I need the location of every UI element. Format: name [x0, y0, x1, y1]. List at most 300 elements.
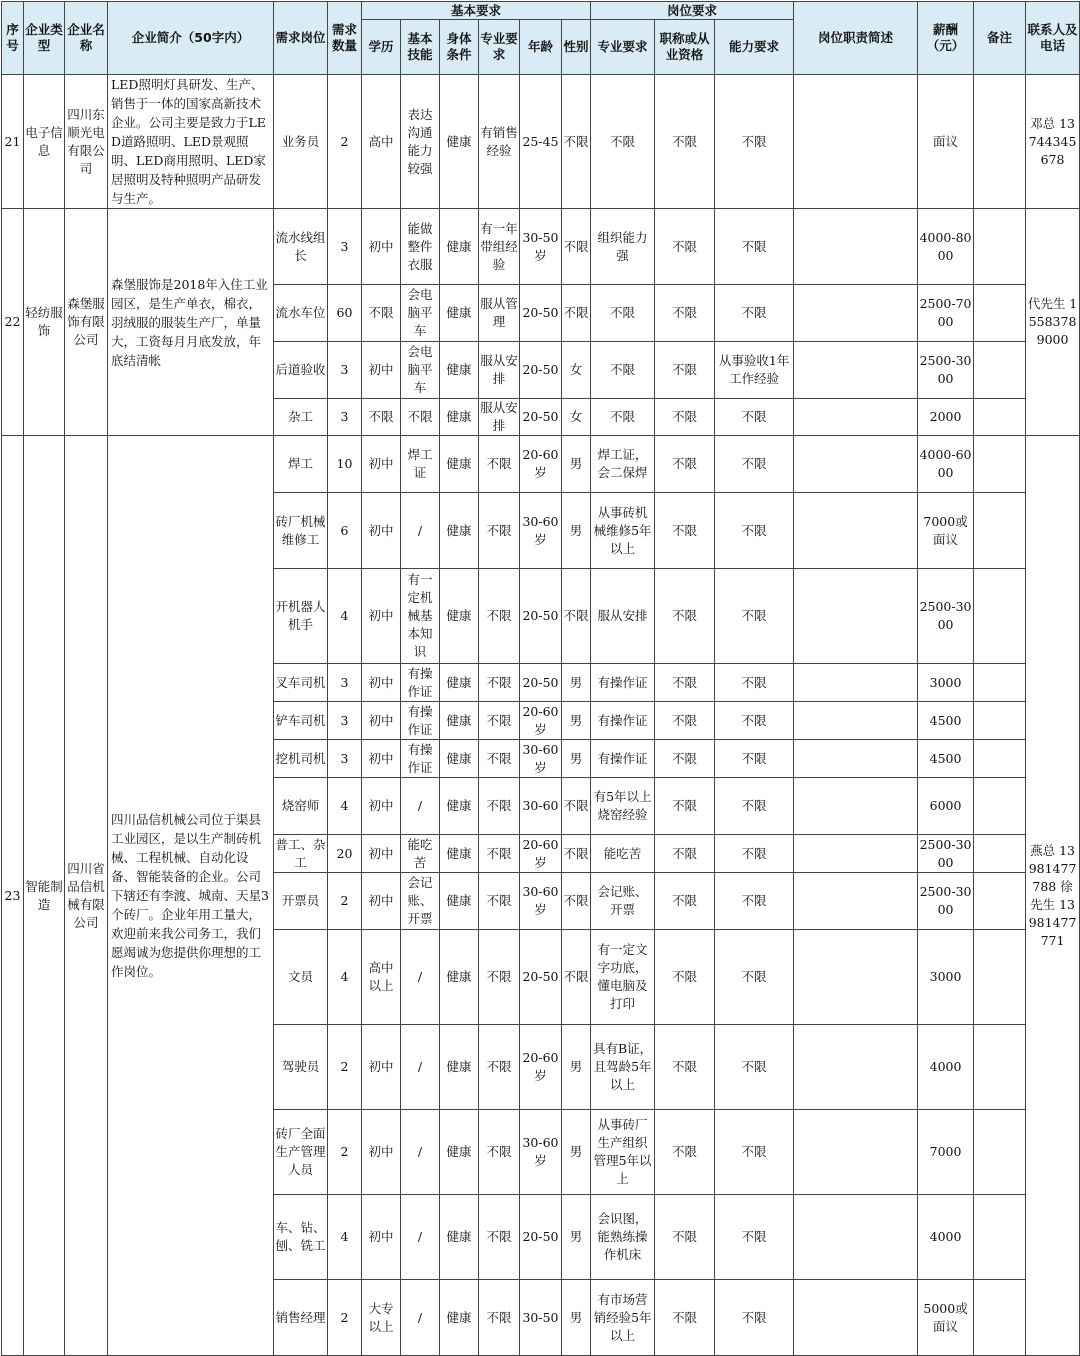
- job-age: 20-60岁: [520, 702, 562, 740]
- job-position: 车、钻、刨、铣工: [274, 1195, 328, 1280]
- company-intro: LED照明灯具研发、生产、销售于一体的国家高新技术企业。公司主要是致力于LED道路照明、LED景观照明、LED商用照明、LED家居照明及特种照明产品研发与生产。: [108, 75, 274, 209]
- job-health: 健康: [440, 75, 479, 209]
- job-duty: [794, 930, 918, 1025]
- header-title-qual: 职称或从业资格: [655, 20, 715, 75]
- job-position: 挖机司机: [274, 740, 328, 778]
- company-contact: 燕总 13981477788 徐先生 13981477771: [1026, 436, 1080, 1356]
- job-health: 健康: [440, 1280, 479, 1356]
- job-position: 叉车司机: [274, 664, 328, 702]
- job-qualification: 不限: [655, 1280, 715, 1356]
- job-major: 不限: [479, 1280, 520, 1356]
- job-qualification: 不限: [655, 873, 715, 930]
- job-ability: 不限: [715, 835, 794, 873]
- job-quantity: 2: [328, 1280, 362, 1356]
- job-education: 初中: [362, 1025, 401, 1110]
- job-quantity: 4: [328, 1195, 362, 1280]
- job-prof-req: 有5年以上烧窑经验: [591, 778, 655, 835]
- job-salary: 4000-8000: [918, 209, 974, 285]
- job-remark: [974, 1110, 1026, 1195]
- job-duty: [794, 1280, 918, 1356]
- job-skill: 有操作证: [401, 664, 440, 702]
- job-prof-req: 具有B证，且驾龄5年以上: [591, 1025, 655, 1110]
- job-remark: [974, 342, 1026, 399]
- header-skill: 基本技能: [401, 20, 440, 75]
- job-duty: [794, 1025, 918, 1110]
- header-seq: 序号: [2, 2, 24, 75]
- company-contact: 邓总 13744345678: [1026, 75, 1080, 209]
- job-prof-req: 焊工证，会二保焊: [591, 436, 655, 493]
- job-gender: 男: [562, 493, 591, 569]
- job-age: 20-60岁: [520, 835, 562, 873]
- job-qualification: 不限: [655, 930, 715, 1025]
- job-ability: 不限: [715, 209, 794, 285]
- header-quantity: 需求数量: [328, 2, 362, 75]
- header-basic-group: 基本要求: [362, 2, 591, 20]
- job-duty: [794, 436, 918, 493]
- job-age: 20-50: [520, 664, 562, 702]
- job-health: 健康: [440, 493, 479, 569]
- job-prof-req: 有操作证: [591, 702, 655, 740]
- job-duty: [794, 1110, 918, 1195]
- job-major: 服从安排: [479, 342, 520, 399]
- job-duty: [794, 835, 918, 873]
- job-major: 不限: [479, 1025, 520, 1110]
- job-ability: 不限: [715, 436, 794, 493]
- header-duty: 岗位职责简述: [794, 2, 918, 75]
- job-position: 普工、杂工: [274, 835, 328, 873]
- job-quantity: 6: [328, 493, 362, 569]
- job-position: 流水线组长: [274, 209, 328, 285]
- job-health: 健康: [440, 209, 479, 285]
- job-remark: [974, 285, 1026, 342]
- job-prof-req: 有操作证: [591, 740, 655, 778]
- company-type: 电子信息: [24, 75, 65, 209]
- job-quantity: 4: [328, 930, 362, 1025]
- company-type: 智能制造: [24, 436, 65, 1356]
- job-position: 开机器人机手: [274, 569, 328, 664]
- job-quantity: 2: [328, 75, 362, 209]
- header-ability: 能力要求: [715, 20, 794, 75]
- job-age: 30-60岁: [520, 1110, 562, 1195]
- job-qualification: 不限: [655, 436, 715, 493]
- job-prof-req: 有操作证: [591, 664, 655, 702]
- job-qualification: 不限: [655, 493, 715, 569]
- job-qualification: 不限: [655, 285, 715, 342]
- job-gender: 不限: [562, 569, 591, 664]
- job-position: 砖厂机械维修工: [274, 493, 328, 569]
- job-major: 不限: [479, 778, 520, 835]
- job-salary: 4000: [918, 1195, 974, 1280]
- job-position: 业务员: [274, 75, 328, 209]
- job-qualification: 不限: [655, 740, 715, 778]
- job-skill: /: [401, 778, 440, 835]
- job-ability: 不限: [715, 702, 794, 740]
- job-remark: [974, 835, 1026, 873]
- header-remark: 备注: [974, 2, 1026, 75]
- job-salary: 7000或面议: [918, 493, 974, 569]
- job-remark: [974, 1195, 1026, 1280]
- job-remark: [974, 209, 1026, 285]
- job-salary: 2500-3000: [918, 342, 974, 399]
- company-intro: 森堡服饰是2018年入住工业园区，是生产单衣，棉衣，羽绒服的服装生产厂，单量大，工资每月月底发放，年底结清帐: [108, 209, 274, 436]
- job-salary: 2500-3000: [918, 569, 974, 664]
- job-prof-req: 从事砖厂生产组织管理5年以上: [591, 1110, 655, 1195]
- job-age: 25-45: [520, 75, 562, 209]
- header-salary: 薪酬（元）: [918, 2, 974, 75]
- job-health: 健康: [440, 1110, 479, 1195]
- job-ability: 不限: [715, 75, 794, 209]
- job-qualification: 不限: [655, 835, 715, 873]
- job-age: 20-50: [520, 399, 562, 436]
- job-duty: [794, 209, 918, 285]
- job-education: 初中: [362, 835, 401, 873]
- job-major: 有销售经验: [479, 75, 520, 209]
- job-major: 不限: [479, 1195, 520, 1280]
- job-gender: 男: [562, 740, 591, 778]
- job-salary: 3000: [918, 664, 974, 702]
- job-gender: 男: [562, 1025, 591, 1110]
- company-seq: 22: [2, 209, 24, 436]
- job-duty: [794, 702, 918, 740]
- job-prof-req: 不限: [591, 75, 655, 209]
- job-skill: /: [401, 1110, 440, 1195]
- job-major: 有一年带组经验: [479, 209, 520, 285]
- job-health: 健康: [440, 930, 479, 1025]
- job-gender: 不限: [562, 778, 591, 835]
- job-age: 30-60岁: [520, 873, 562, 930]
- job-education: 高中以上: [362, 930, 401, 1025]
- job-position: 驾驶员: [274, 1025, 328, 1110]
- job-skill: /: [401, 1025, 440, 1110]
- job-skill: /: [401, 1280, 440, 1356]
- job-gender: 男: [562, 664, 591, 702]
- header-age: 年龄: [520, 20, 562, 75]
- job-education: 初中: [362, 664, 401, 702]
- job-salary: 2000: [918, 399, 974, 436]
- job-major: 不限: [479, 835, 520, 873]
- job-qualification: 不限: [655, 209, 715, 285]
- job-health: 健康: [440, 778, 479, 835]
- job-education: 初中: [362, 873, 401, 930]
- job-ability: 不限: [715, 1025, 794, 1110]
- job-position: 烧窑师: [274, 778, 328, 835]
- job-prof-req: 不限: [591, 285, 655, 342]
- job-major: 不限: [479, 436, 520, 493]
- job-education: 初中: [362, 1195, 401, 1280]
- job-remark: [974, 740, 1026, 778]
- job-remark: [974, 930, 1026, 1025]
- job-remark: [974, 664, 1026, 702]
- job-major: 不限: [479, 1110, 520, 1195]
- job-quantity: 3: [328, 399, 362, 436]
- job-education: 初中: [362, 1110, 401, 1195]
- job-remark: [974, 873, 1026, 930]
- job-position: 开票员: [274, 873, 328, 930]
- job-gender: 男: [562, 1195, 591, 1280]
- table-row: [2, 436, 1080, 493]
- job-remark: [974, 569, 1026, 664]
- table-body: [2, 75, 1080, 1356]
- job-prof-req: 有市场营销经验5年以上: [591, 1280, 655, 1356]
- job-gender: 女: [562, 342, 591, 399]
- header-ent-intro: 企业简介（50字内）: [108, 2, 274, 75]
- job-salary: 3000: [918, 930, 974, 1025]
- job-skill: 会电脑平车: [401, 342, 440, 399]
- job-prof-req: 会识图，能熟练操作机床: [591, 1195, 655, 1280]
- job-skill: /: [401, 1195, 440, 1280]
- company-type: 轻纺服饰: [24, 209, 65, 436]
- job-remark: [974, 778, 1026, 835]
- job-quantity: 2: [328, 1025, 362, 1110]
- job-health: 健康: [440, 664, 479, 702]
- job-health: 健康: [440, 569, 479, 664]
- job-salary: 4000: [918, 1025, 974, 1110]
- job-skill: 会记账、开票: [401, 873, 440, 930]
- job-remark: [974, 1025, 1026, 1110]
- job-prof-req: 有一定文字功底，懂电脑及打印: [591, 930, 655, 1025]
- job-education: 初中: [362, 342, 401, 399]
- job-skill: 会电脑平车: [401, 285, 440, 342]
- job-remark: [974, 1280, 1026, 1356]
- job-salary: 4000-6000: [918, 436, 974, 493]
- header-contact: 联系人及电话: [1026, 2, 1080, 75]
- job-skill: /: [401, 493, 440, 569]
- header-position: 需求岗位: [274, 2, 328, 75]
- job-skill: /: [401, 930, 440, 1025]
- company-name: 森堡服饰有限公司: [65, 209, 108, 436]
- job-qualification: 不限: [655, 778, 715, 835]
- job-quantity: 3: [328, 342, 362, 399]
- job-major: 不限: [479, 569, 520, 664]
- job-ability: 不限: [715, 1195, 794, 1280]
- job-education: 初中: [362, 209, 401, 285]
- job-qualification: 不限: [655, 664, 715, 702]
- job-quantity: 3: [328, 664, 362, 702]
- job-qualification: 不限: [655, 1195, 715, 1280]
- job-duty: [794, 75, 918, 209]
- header-major: 专业要求: [479, 20, 520, 75]
- job-age: 30-60: [520, 778, 562, 835]
- job-ability: 从事验收1年工作经验: [715, 342, 794, 399]
- job-education: 初中: [362, 740, 401, 778]
- job-health: 健康: [440, 342, 479, 399]
- company-name: 四川东顺光电有限公司: [65, 75, 108, 209]
- job-major: 服从管理: [479, 285, 520, 342]
- job-position: 砖厂全面生产管理人员: [274, 1110, 328, 1195]
- job-remark: [974, 493, 1026, 569]
- job-quantity: 2: [328, 1110, 362, 1195]
- job-ability: 不限: [715, 873, 794, 930]
- job-age: 20-50: [520, 285, 562, 342]
- job-age: 20-50: [520, 569, 562, 664]
- job-position: 后道验收: [274, 342, 328, 399]
- job-education: 高中: [362, 75, 401, 209]
- job-major: 不限: [479, 664, 520, 702]
- job-remark: [974, 702, 1026, 740]
- job-health: 健康: [440, 702, 479, 740]
- table-row: [2, 209, 1080, 285]
- job-prof-req: 组织能力强: [591, 209, 655, 285]
- job-duty: [794, 664, 918, 702]
- job-skill: 不限: [401, 399, 440, 436]
- job-gender: 男: [562, 436, 591, 493]
- job-age: 20-50: [520, 930, 562, 1025]
- job-duty: [794, 493, 918, 569]
- job-ability: 不限: [715, 285, 794, 342]
- job-quantity: 3: [328, 702, 362, 740]
- job-position: 流水车位: [274, 285, 328, 342]
- job-remark: [974, 75, 1026, 209]
- job-duty: [794, 1195, 918, 1280]
- job-duty: [794, 342, 918, 399]
- job-health: 健康: [440, 436, 479, 493]
- job-quantity: 4: [328, 569, 362, 664]
- job-major: 不限: [479, 702, 520, 740]
- job-age: 30-50: [520, 1280, 562, 1356]
- job-salary: 2500-3000: [918, 873, 974, 930]
- job-qualification: 不限: [655, 1025, 715, 1110]
- job-quantity: 4: [328, 778, 362, 835]
- job-gender: 不限: [562, 209, 591, 285]
- job-ability: 不限: [715, 1280, 794, 1356]
- job-remark: [974, 436, 1026, 493]
- job-qualification: 不限: [655, 75, 715, 209]
- job-gender: 男: [562, 1280, 591, 1356]
- job-position: 焊工: [274, 436, 328, 493]
- job-duty: [794, 740, 918, 778]
- job-gender: 不限: [562, 285, 591, 342]
- job-age: 20-60岁: [520, 1025, 562, 1110]
- job-salary: 面议: [918, 75, 974, 209]
- job-education: 不限: [362, 285, 401, 342]
- job-skill: 能吃苦: [401, 835, 440, 873]
- job-age: 30-60岁: [520, 740, 562, 778]
- header-post-group: 岗位要求: [591, 2, 794, 20]
- header-prof-req: 专业要求: [591, 20, 655, 75]
- job-major: 不限: [479, 930, 520, 1025]
- job-skill: 有操作证: [401, 740, 440, 778]
- job-remark: [974, 399, 1026, 436]
- header-ent-type: 企业类型: [24, 2, 65, 75]
- job-major: 服从安排: [479, 399, 520, 436]
- job-prof-req: 不限: [591, 342, 655, 399]
- job-salary: 5000或面议: [918, 1280, 974, 1356]
- job-ability: 不限: [715, 740, 794, 778]
- job-salary: 4500: [918, 740, 974, 778]
- job-qualification: 不限: [655, 342, 715, 399]
- job-salary: 4500: [918, 702, 974, 740]
- header-gender: 性别: [562, 20, 591, 75]
- job-education: 大专以上: [362, 1280, 401, 1356]
- job-quantity: 3: [328, 740, 362, 778]
- table-row: [2, 75, 1080, 209]
- job-major: 不限: [479, 740, 520, 778]
- job-skill: 有一定机械基本知识: [401, 569, 440, 664]
- job-quantity: 20: [328, 835, 362, 873]
- job-gender: 男: [562, 1110, 591, 1195]
- job-gender: 不限: [562, 835, 591, 873]
- job-education: 初中: [362, 569, 401, 664]
- job-qualification: 不限: [655, 1110, 715, 1195]
- recruitment-table: [1, 1, 1080, 1356]
- job-age: 30-60岁: [520, 493, 562, 569]
- job-education: 不限: [362, 399, 401, 436]
- job-skill: 表达沟通能力较强: [401, 75, 440, 209]
- company-seq: 23: [2, 436, 24, 1356]
- job-ability: 不限: [715, 493, 794, 569]
- job-age: 30-50岁: [520, 209, 562, 285]
- job-gender: 女: [562, 399, 591, 436]
- job-duty: [794, 285, 918, 342]
- job-qualification: 不限: [655, 702, 715, 740]
- job-position: 铲车司机: [274, 702, 328, 740]
- job-age: 20-50: [520, 1195, 562, 1280]
- job-prof-req: 会记账、开票: [591, 873, 655, 930]
- job-skill: 有操作证: [401, 702, 440, 740]
- job-education: 初中: [362, 493, 401, 569]
- job-prof-req: 不限: [591, 399, 655, 436]
- job-ability: 不限: [715, 1110, 794, 1195]
- job-ability: 不限: [715, 778, 794, 835]
- job-salary: 7000: [918, 1110, 974, 1195]
- job-ability: 不限: [715, 399, 794, 436]
- job-health: 健康: [440, 399, 479, 436]
- job-quantity: 3: [328, 209, 362, 285]
- job-education: 初中: [362, 436, 401, 493]
- job-duty: [794, 873, 918, 930]
- job-gender: 男: [562, 702, 591, 740]
- job-position: 文员: [274, 930, 328, 1025]
- job-prof-req: 能吃苦: [591, 835, 655, 873]
- table-header: [2, 2, 1080, 75]
- job-duty: [794, 399, 918, 436]
- job-gender: 不限: [562, 873, 591, 930]
- job-prof-req: 从事砖机械维修5年以上: [591, 493, 655, 569]
- job-duty: [794, 778, 918, 835]
- job-health: 健康: [440, 1025, 479, 1110]
- job-education: 初中: [362, 778, 401, 835]
- job-position: 杂工: [274, 399, 328, 436]
- job-health: 健康: [440, 740, 479, 778]
- job-quantity: 60: [328, 285, 362, 342]
- job-skill: 能做整件衣服: [401, 209, 440, 285]
- company-seq: 21: [2, 75, 24, 209]
- job-ability: 不限: [715, 930, 794, 1025]
- job-salary: 2500-3000: [918, 835, 974, 873]
- job-health: 健康: [440, 835, 479, 873]
- job-ability: 不限: [715, 664, 794, 702]
- job-major: 不限: [479, 493, 520, 569]
- job-education: 初中: [362, 702, 401, 740]
- job-age: 20-50: [520, 342, 562, 399]
- job-qualification: 不限: [655, 569, 715, 664]
- job-skill: 焊工证: [401, 436, 440, 493]
- job-duty: [794, 569, 918, 664]
- job-salary: 6000: [918, 778, 974, 835]
- job-salary: 2500-7000: [918, 285, 974, 342]
- job-quantity: 2: [328, 873, 362, 930]
- job-health: 健康: [440, 285, 479, 342]
- job-age: 20-60岁: [520, 436, 562, 493]
- job-prof-req: 服从安排: [591, 569, 655, 664]
- job-health: 健康: [440, 873, 479, 930]
- company-contact: 代先生 15583789000: [1026, 209, 1080, 436]
- header-edu: 学历: [362, 20, 401, 75]
- job-quantity: 10: [328, 436, 362, 493]
- job-position: 销售经理: [274, 1280, 328, 1356]
- company-intro: 四川品信机械公司位于渠县工业园区，是以生产制砖机械、工程机械、自动化设备、智能装备的企业。公司下辖还有李渡、城南、天星3个砖厂。企业年用工量大，欢迎前来我公司务工，我们愿竭诚为您提供你理想的工作岗位。: [108, 436, 274, 1356]
- job-qualification: 不限: [655, 399, 715, 436]
